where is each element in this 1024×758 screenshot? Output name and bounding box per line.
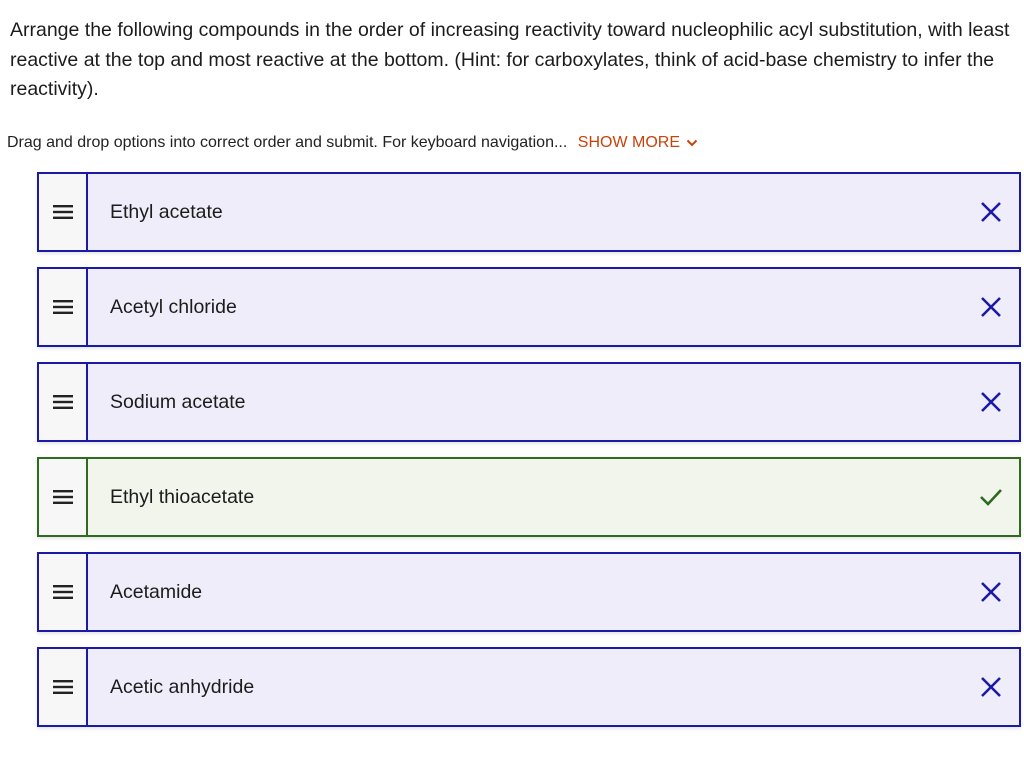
status-indicator bbox=[963, 269, 1019, 345]
drag-handle[interactable] bbox=[39, 174, 88, 250]
drag-handle-icon bbox=[53, 300, 73, 314]
drag-handle[interactable] bbox=[39, 459, 88, 535]
drag-handle-icon bbox=[53, 680, 73, 694]
check-icon bbox=[979, 487, 1003, 507]
item-label: Sodium acetate bbox=[110, 390, 246, 413]
item-label: Acetamide bbox=[110, 580, 203, 603]
list-item[interactable] bbox=[37, 362, 1021, 442]
status-indicator bbox=[963, 364, 1019, 440]
drag-handle-icon bbox=[53, 490, 73, 504]
drag-handle[interactable] bbox=[39, 269, 88, 345]
list-item[interactable] bbox=[37, 172, 1021, 252]
drag-handle-icon bbox=[53, 205, 73, 219]
item-label: Ethyl acetate bbox=[110, 200, 223, 223]
status-indicator bbox=[963, 174, 1019, 250]
drag-handle[interactable] bbox=[39, 649, 88, 725]
status-indicator bbox=[963, 649, 1019, 725]
drag-handle-icon bbox=[53, 395, 73, 409]
drag-handle[interactable] bbox=[39, 554, 88, 630]
drag-handle[interactable] bbox=[39, 364, 88, 440]
item-label: Acetyl chloride bbox=[110, 295, 237, 318]
x-icon bbox=[980, 201, 1002, 223]
item-label: Acetic anhydride bbox=[110, 675, 255, 698]
chevron-down-icon bbox=[686, 139, 698, 147]
status-indicator bbox=[963, 554, 1019, 630]
status-indicator bbox=[963, 459, 1019, 535]
show-more-button[interactable] bbox=[578, 132, 698, 154]
list-item[interactable] bbox=[37, 647, 1021, 727]
show-more-label: SHOW MORE bbox=[577, 134, 680, 151]
x-icon bbox=[980, 581, 1002, 603]
instructions-text: Drag and drop options into correct order and submit. For keyboard navigation... bbox=[7, 134, 568, 151]
x-icon bbox=[980, 676, 1002, 698]
question-text: Arrange the following compounds in the order of increasing reactivity toward nucleophilic acyl substitution, with least reactive at the top and most reactive at the bottom. (Hint: for carboxylates, think of acid-base chemistry to infer the reactivity). bbox=[10, 19, 1010, 100]
x-icon bbox=[980, 391, 1002, 413]
list-item[interactable] bbox=[37, 457, 1021, 537]
x-icon bbox=[980, 296, 1002, 318]
drag-handle-icon bbox=[53, 585, 73, 599]
list-item[interactable] bbox=[37, 267, 1021, 347]
item-label: Ethyl thioacetate bbox=[110, 485, 255, 508]
order-list bbox=[37, 172, 1021, 742]
list-item[interactable] bbox=[37, 552, 1021, 632]
instructions bbox=[7, 132, 698, 154]
